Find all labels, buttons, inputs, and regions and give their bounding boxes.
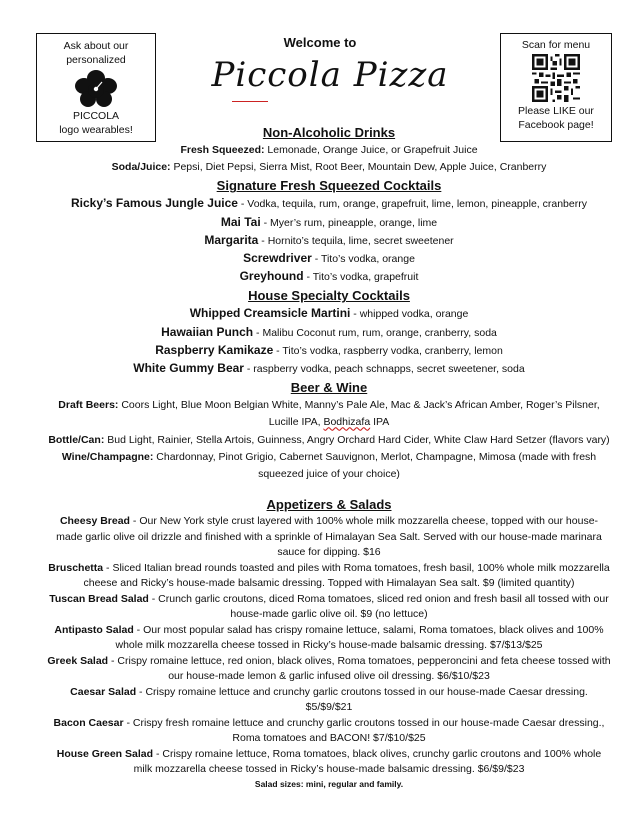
facebook-line-2: Facebook page! (518, 119, 594, 131)
menu-content (30, 123, 628, 790)
item-name: Raspberry Kamikaze (155, 342, 274, 357)
qr-code-icon[interactable] (532, 54, 580, 102)
item-name: White Gummy Bear (133, 361, 244, 376)
wearables-line-2: personalized (66, 54, 126, 66)
menu-item (30, 195, 628, 213)
appetizer-item (30, 685, 628, 716)
menu-item (30, 449, 628, 466)
section-spacer (30, 483, 628, 495)
item-desc: milk mozzarella cheese tossed in Ricky’s house-made balsamic dressing. $6/$9/$23 (133, 763, 525, 776)
menu-item (30, 142, 628, 159)
item-name: Caesar Salad (70, 685, 137, 698)
facebook-line-1: Please LIKE our (518, 105, 594, 117)
appetizer-line (30, 576, 628, 592)
item-name: Antipasto Salad (54, 623, 134, 636)
menu-item (30, 250, 628, 268)
item-desc: Bud Light, Rainier, Stella Artois, Guinness, Angry Orchard Hard Cider, White Claw Hard Setzer (flavors vary) (104, 433, 610, 446)
welcome-heading: Welcome to (283, 35, 357, 50)
item-desc: Coors Light, Blue Moon Belgian White, Manny’s Pale Ale, Mac & Jack’s African Amber, Roger’s Pilsner, (118, 399, 600, 412)
appetizer-item (30, 623, 628, 654)
item-desc: Pepsi, Diet Pepsi, Sierra Mist, Root Beer, Mountain Dew, Apple Juice, Cranberry (170, 161, 547, 174)
wearables-line-1: Ask about our (63, 40, 129, 52)
item-name: Whipped Creamsicle Martini (189, 306, 351, 321)
appetizer-line (30, 747, 628, 763)
item-desc: - Myer’s rum, pineapple, orange, lime (260, 216, 438, 229)
item-desc: - Crispy fresh romaine lettuce and crunchy garlic croutons tossed in our house-made Caesar dressing., (123, 716, 605, 729)
appetizer-line (30, 654, 628, 670)
appetizer-line (30, 716, 628, 732)
item-desc: - Tito’s vodka, raspberry vodka, cranberry, lemon (273, 344, 503, 357)
item-desc: - Our New York style crust layered with 100% whole milk mozzarella cheese, topped with our house- (129, 515, 599, 528)
item-desc: - Crispy romaine lettuce, Roma tomatoes, black olives, crunchy garlic croutons and 100% whole (153, 747, 602, 760)
menu-item-cont: squeezed juice of your choice) (258, 468, 400, 481)
non-alcoholic-heading: Non-Alcoholic Drinks (262, 125, 396, 140)
menu-item (30, 397, 628, 414)
appetizers-heading: Appetizers & Salads (266, 497, 392, 513)
item-desc: Chardonnay, Pinot Grigio, Cabernet Sauvignon, Merlot, Champagne, Mimosa (made with fresh (153, 450, 597, 463)
menu-item (30, 214, 628, 232)
house-cocktails-heading: House Specialty Cocktails (248, 288, 410, 304)
signature-cocktails-heading: Signature Fresh Squeezed Cocktails (216, 178, 442, 194)
item-desc: Lemonade, Orange Juice, or Grapefruit Juice (264, 144, 478, 156)
wearables-line-3: PICCOLA (72, 110, 120, 122)
item-name: Bacon Caesar (53, 716, 124, 729)
menu-item (30, 159, 628, 176)
appetizer-line (30, 762, 628, 778)
logo-underline (232, 98, 268, 102)
item-name: Bruschetta (48, 561, 104, 574)
piccola-pizza-logo: Piccola Pizza (211, 55, 449, 95)
menu-item (30, 305, 628, 323)
salad-sizes-note: Salad sizes: mini, regular and family. (254, 778, 404, 789)
appetizer-item (30, 514, 628, 561)
item-desc: $5/$9/$21 (305, 701, 353, 714)
item-desc: whole milk mozzarella cheese tossed in Ricky’s house-made balsamic dressing. $7/$13/$25 (115, 639, 543, 652)
beer-wine-heading: Beer & Wine (290, 380, 368, 396)
appetizer-line (30, 638, 628, 654)
item-desc: house-made garlic olive oil. $9 (no lettuce) (230, 608, 428, 621)
menu-item (30, 268, 628, 286)
item-desc: - Our most popular salad has crispy romaine lettuce, salami, Roma tomatoes, black olives and 100% (133, 623, 604, 636)
item-desc: - Vodka, tequila, rum, orange, grapefruit, lime, lemon, pineapple, cranberry (237, 198, 587, 211)
item-desc-misspelled: Bodhizafa (323, 416, 371, 429)
item-desc: cheese and Ricky’s house-made balsamic dressing. Topped with Himalayan Sea salt. $9 (limited quantity) (83, 577, 575, 590)
item-name: Bottle/Can: (48, 433, 105, 446)
hibiscus-flower-icon (73, 69, 119, 109)
appetizer-item (30, 561, 628, 592)
item-name: Margarita (204, 232, 259, 247)
item-name: Ricky’s Famous Jungle Juice (71, 196, 238, 211)
item-name: Wine/Champagne: (61, 450, 154, 463)
item-name: Greek Salad (47, 654, 109, 667)
item-desc: - Crispy romaine lettuce and crunchy garlic croutons tossed in our house-made Caesar dressing. (136, 685, 588, 698)
appetizer-line (30, 545, 628, 561)
appetizer-line (30, 623, 628, 639)
menu-item-cont (30, 414, 628, 431)
menu-item (30, 324, 628, 342)
item-desc: - whipped vodka, orange (350, 308, 469, 321)
item-desc: - Crispy romaine lettuce, red onion, black olives, Roma tomatoes, pepperoncini and feta cheese tossed with (108, 654, 611, 667)
item-desc: - Hornito’s tequila, lime, secret sweetener (258, 234, 454, 247)
item-name: Soda/Juice: (111, 161, 171, 174)
item-desc: Roma tomatoes and BACON! $7/$10/$25 (232, 732, 426, 745)
appetizer-line (30, 514, 628, 530)
appetizer-line (30, 685, 628, 701)
item-desc: - Tito’s vodka, grapefruit (303, 271, 419, 284)
item-desc: - Tito’s vodka, orange (311, 253, 415, 266)
appetizer-item (30, 716, 628, 747)
item-name: Fresh Squeezed: (180, 144, 265, 156)
item-desc: - raspberry vodka, peach schnapps, secret sweetener, soda (243, 363, 525, 376)
item-name: Hawaiian Punch (161, 324, 254, 339)
menu-item (30, 232, 628, 250)
scan-line: Scan for menu (521, 39, 591, 51)
appetizer-list (30, 514, 628, 778)
appetizer-line (30, 700, 628, 716)
appetizer-item (30, 592, 628, 623)
item-desc: - Sliced Italian bread rounds toasted and piles with Roma tomatoes, fresh basil, 100% whole milk mozzarella (103, 561, 610, 574)
appetizer-line (30, 561, 628, 577)
item-name: Tuscan Bread Salad (49, 592, 149, 605)
item-name: Greyhound (239, 269, 304, 284)
item-name: Mai Tai (220, 214, 261, 229)
item-desc: IPA (370, 416, 390, 429)
item-desc: our house-made lemon & garlic infused olive oil dressing. $6/$10/$23 (168, 670, 490, 683)
wearables-line-4: logo wearables! (59, 124, 133, 136)
appetizer-line (30, 592, 628, 608)
item-desc: - Crunch garlic croutons, diced Roma tomatoes, sliced red onion and fresh basil all tossed with our (148, 592, 609, 605)
item-desc: - Malibu Coconut rum, rum, orange, cranberry, soda (253, 326, 497, 339)
appetizer-line (30, 669, 628, 685)
menu-item (30, 432, 628, 449)
appetizer-item (30, 747, 628, 778)
appetizer-line (30, 530, 628, 546)
appetizer-item (30, 654, 628, 685)
item-desc: sauce for dipping. $16 (277, 546, 381, 559)
item-desc: Lucille IPA, (268, 416, 324, 429)
item-desc: made garlic olive oil drizzle and finished with a sprinkle of Himalayan Sea Salt. Served with our house-made marinara (56, 530, 602, 543)
item-name: House Green Salad (56, 747, 154, 760)
item-name: Draft Beers: (58, 399, 119, 412)
menu-item (30, 342, 628, 360)
item-name: Screwdriver (243, 251, 312, 266)
menu-item (30, 360, 628, 378)
appetizer-line (30, 731, 628, 747)
item-name: Cheesy Bread (59, 515, 130, 528)
appetizer-line (30, 607, 628, 623)
